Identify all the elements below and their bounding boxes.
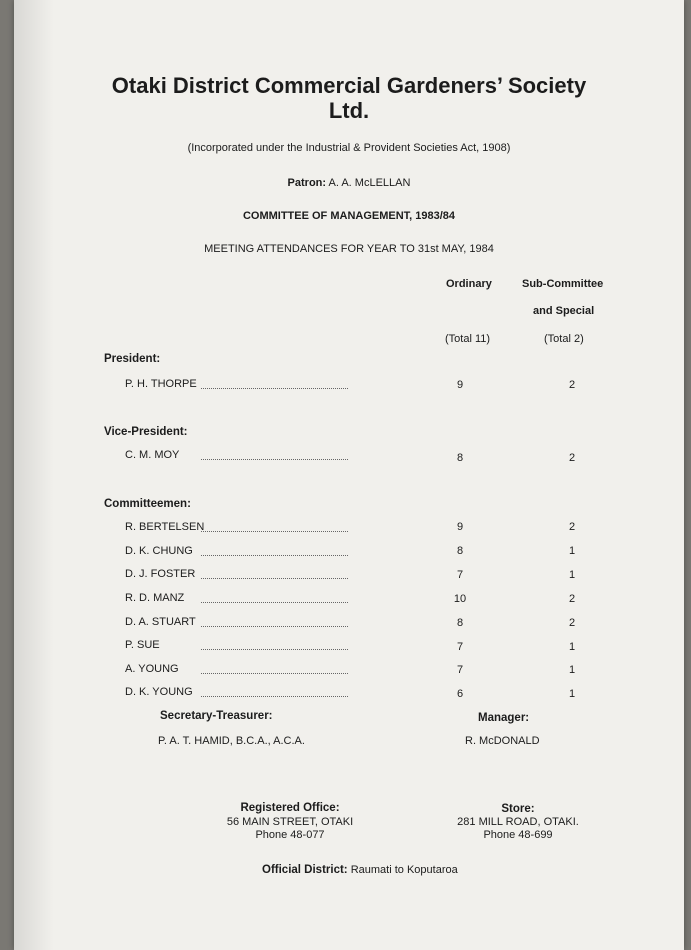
registered-office-phone: Phone 48-077 — [255, 829, 325, 841]
member-name: D. J. FOSTER — [125, 568, 196, 580]
member-name: R. D. MANZ — [125, 592, 185, 604]
secretary-value: P. A. T. HAMID, B.C.A., A.C.A. — [158, 735, 305, 747]
member-special: 2 — [568, 617, 576, 629]
member-ordinary: 8 — [456, 617, 464, 629]
leader-dots — [201, 688, 348, 697]
document-title: Otaki District Commercial Gardeners’ Society — [111, 73, 587, 98]
member-special: 1 — [568, 545, 576, 557]
official-district-label: Official District: — [262, 864, 348, 876]
member-special: 1 — [568, 641, 576, 653]
member-special: 1 — [568, 688, 576, 700]
vice-president-ordinary: 8 — [456, 452, 464, 464]
member-ordinary: 7 — [456, 569, 464, 581]
document-title-ltd: Ltd. — [328, 98, 370, 123]
store-address: 281 MILL ROAD, OTAKI. — [457, 816, 579, 828]
leader-dots — [201, 570, 348, 579]
vice-president-name: C. M. MOY — [125, 449, 180, 461]
col-special-total: (Total 2) — [544, 333, 584, 345]
meeting-heading: MEETING ATTENDANCES FOR YEAR TO 31st MAY, 1984 — [204, 243, 494, 255]
official-district-line — [262, 864, 458, 876]
member-name: D. K. YOUNG — [125, 686, 193, 698]
member-name: A. YOUNG — [125, 663, 179, 675]
member-name: P. SUE — [125, 639, 160, 651]
member-ordinary: 9 — [456, 521, 464, 533]
committeemen-label: Committeemen: — [104, 498, 191, 510]
member-special: 2 — [568, 593, 576, 605]
col-ordinary-header: Ordinary — [446, 278, 492, 290]
vice-president-special: 2 — [568, 452, 576, 464]
member-ordinary: 7 — [456, 641, 464, 653]
president-label: President: — [104, 353, 161, 365]
leader-dots — [201, 451, 348, 460]
secretary-label: Secretary-Treasurer: — [160, 710, 273, 722]
member-name: R. BERTELSEN — [125, 521, 205, 533]
leader-dots — [201, 547, 348, 556]
manager-label: Manager: — [478, 712, 530, 724]
member-ordinary: 6 — [456, 688, 464, 700]
president-name: P. H. THORPE — [125, 378, 197, 390]
member-ordinary: 7 — [456, 664, 464, 676]
store-phone: Phone 48-699 — [483, 829, 553, 841]
member-special: 2 — [568, 521, 576, 533]
member-ordinary: 10 — [453, 593, 467, 605]
col-subcommittee-header: Sub-Committee — [522, 278, 604, 290]
col-ordinary-total: (Total 11) — [445, 333, 491, 345]
patron-line — [14, 177, 684, 189]
member-special: 1 — [568, 664, 576, 676]
leader-dots — [201, 380, 348, 389]
member-name: D. K. CHUNG — [125, 545, 193, 557]
store-label: Store: — [501, 803, 535, 815]
vice-president-label: Vice-President: — [104, 426, 188, 438]
member-special: 1 — [568, 569, 576, 581]
official-district-value: Raumati to Koputaroa — [350, 864, 458, 876]
member-ordinary: 8 — [456, 545, 464, 557]
leader-dots — [201, 641, 348, 650]
patron-label: Patron: — [287, 177, 327, 189]
leader-dots — [201, 665, 348, 674]
col-special-header: and Special — [533, 305, 595, 317]
registered-office-label: Registered Office: — [240, 802, 340, 814]
president-ordinary: 9 — [456, 379, 464, 391]
incorporation-note: (Incorporated under the Industrial & Provident Societies Act, 1908) — [187, 142, 511, 154]
leader-dots — [201, 594, 348, 603]
leader-dots — [201, 618, 348, 627]
patron-value: A. A. McLELLAN — [328, 177, 411, 189]
document-page — [14, 0, 684, 950]
leader-dots — [201, 523, 348, 532]
manager-value: R. McDONALD — [465, 735, 540, 747]
committee-heading: COMMITTEE OF MANAGEMENT, 1983/84 — [242, 210, 456, 222]
president-special: 2 — [568, 379, 576, 391]
member-name: D. A. STUART — [125, 616, 196, 628]
registered-office-address: 56 MAIN STREET, OTAKI — [226, 816, 354, 828]
